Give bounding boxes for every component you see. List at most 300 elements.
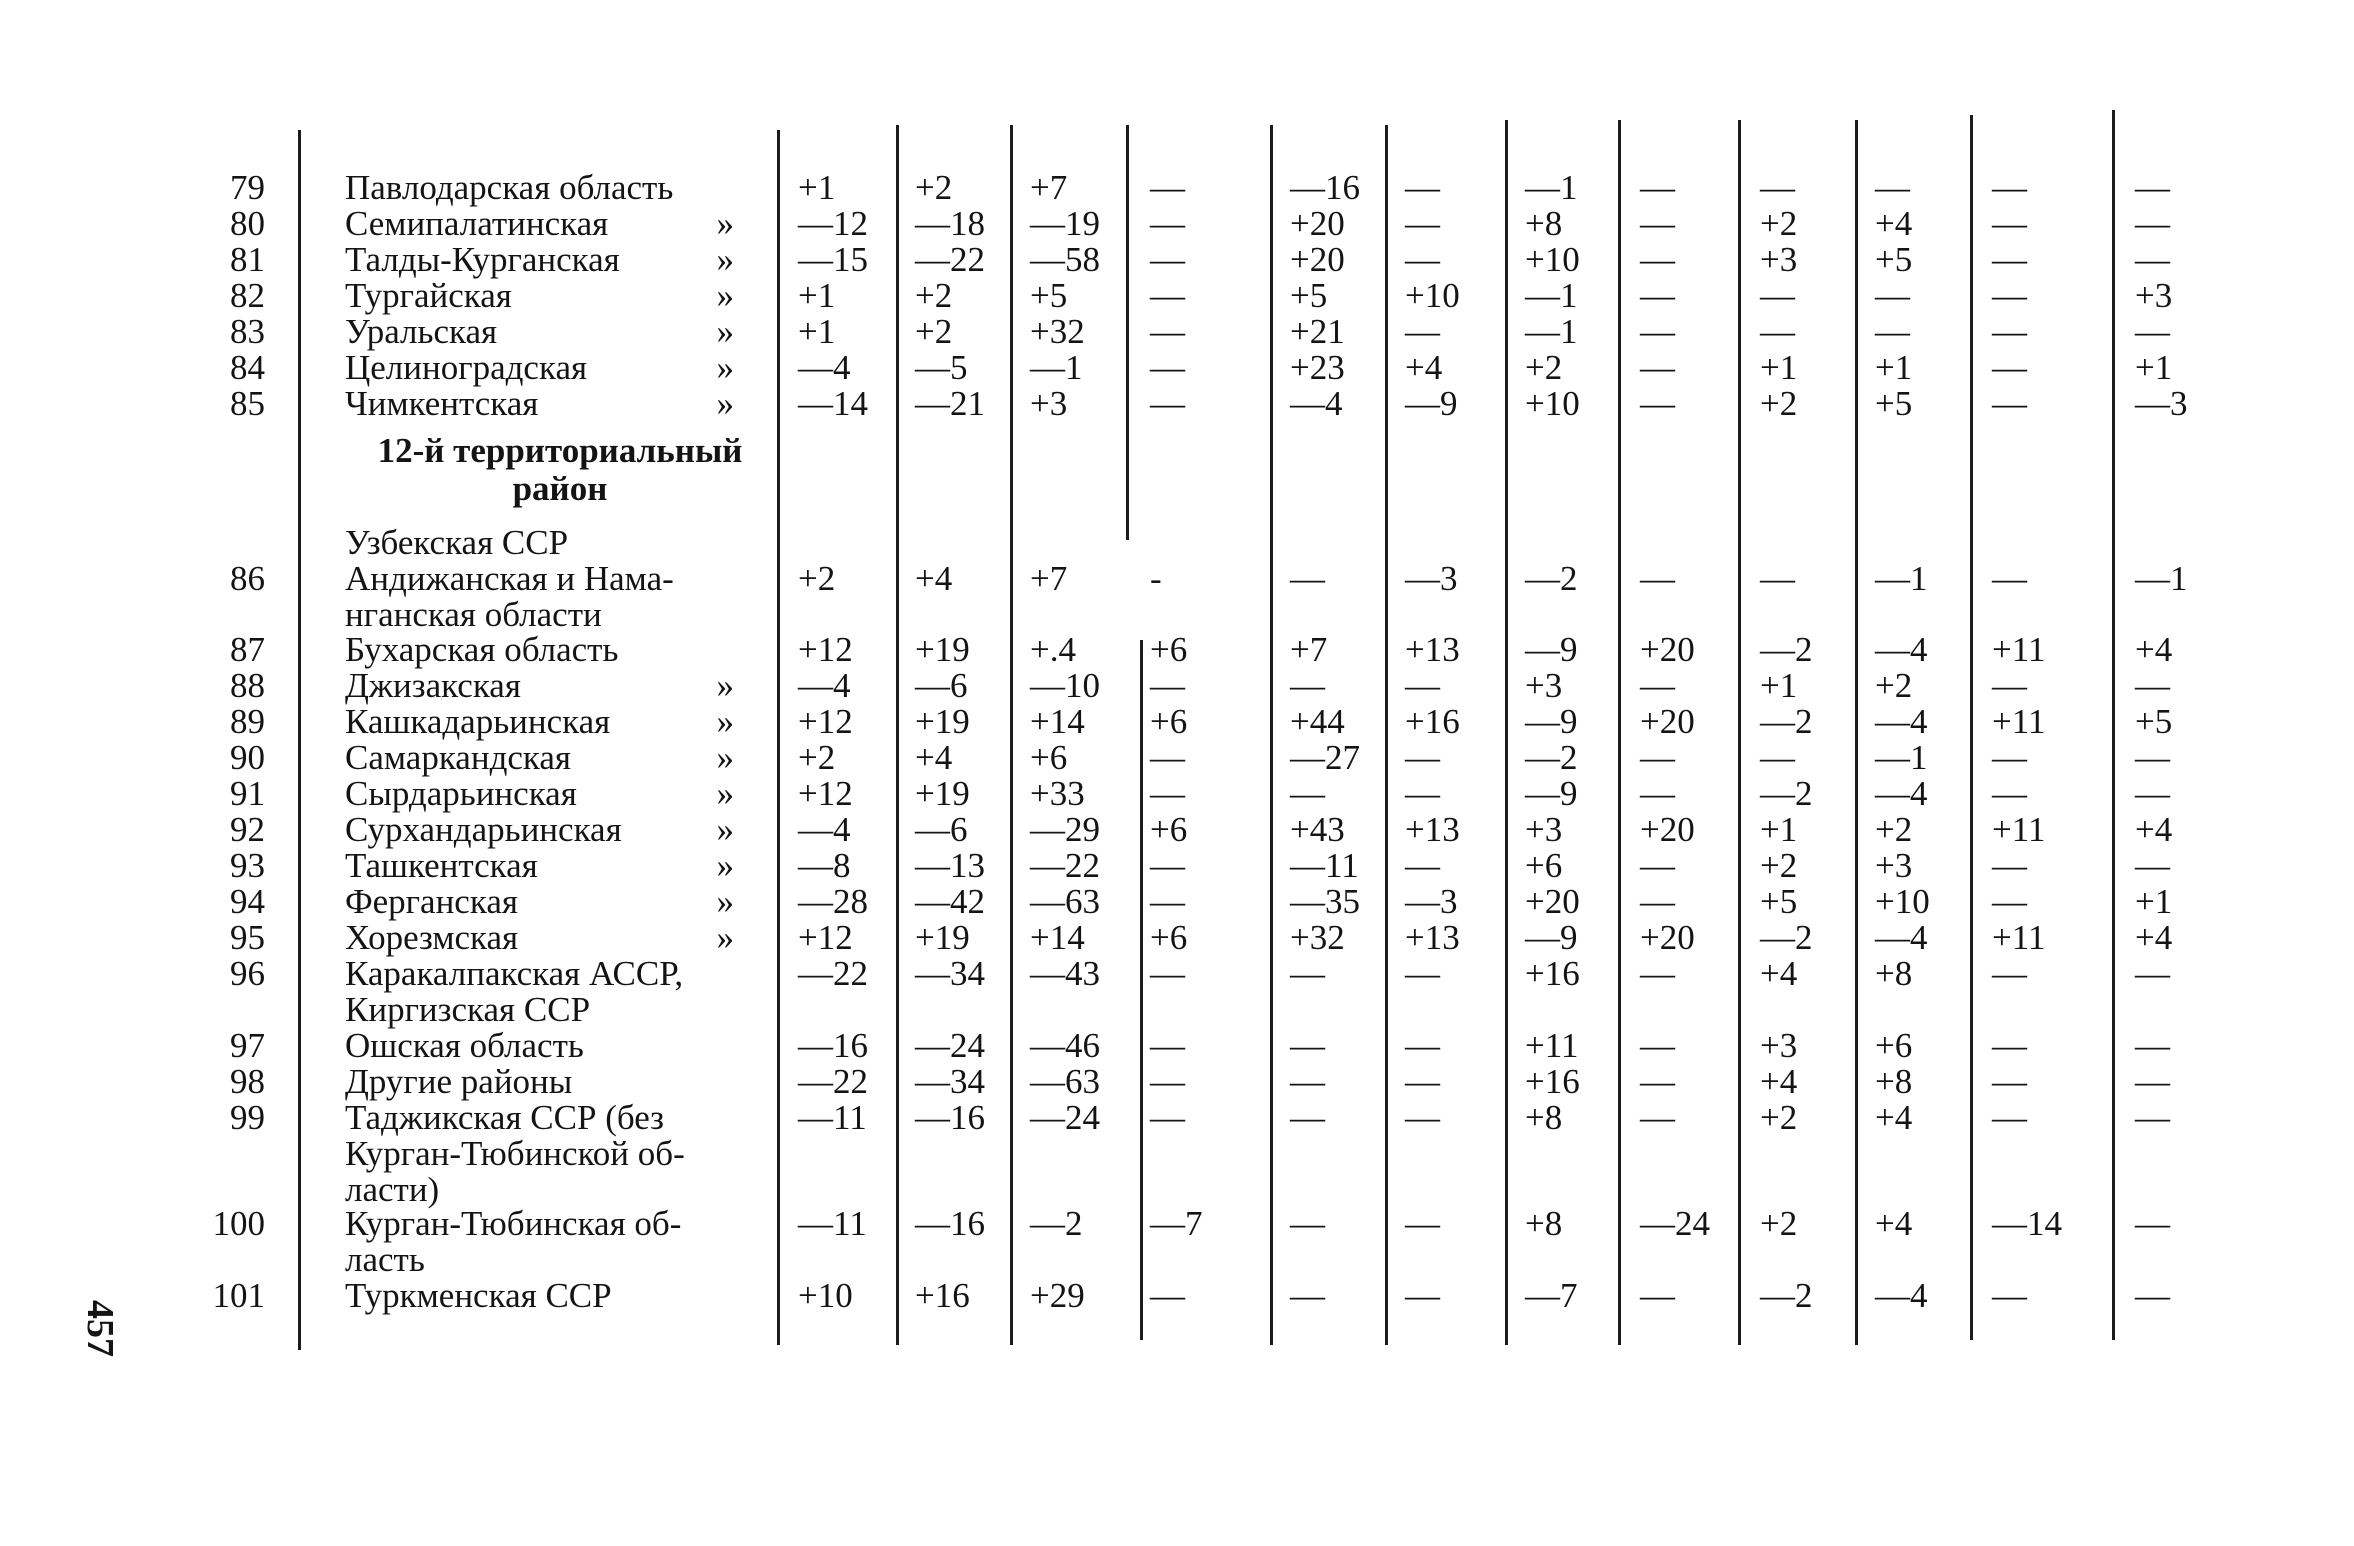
value-cell: +2	[798, 738, 836, 777]
region-name	[345, 206, 770, 242]
value-cell: +1	[2135, 348, 2173, 387]
value-cell: +2	[798, 559, 836, 598]
value-cell: —29	[1030, 810, 1100, 849]
ditto-mark: »	[716, 240, 734, 279]
value-cell: +3	[1525, 666, 1563, 705]
region-name: Бухарская область	[345, 630, 619, 669]
value-cell: —	[1150, 204, 1185, 243]
value-cell: —	[1405, 168, 1440, 207]
region-name-text: Ташкентская	[345, 846, 538, 885]
region-name	[345, 668, 770, 704]
value-cell: —	[1760, 559, 1795, 598]
value-cell: —	[1640, 666, 1675, 705]
region-name-text: Джизакская	[345, 666, 521, 705]
value-cell: —4	[1875, 918, 1928, 957]
value-cell: —	[1760, 276, 1795, 315]
value-cell: +11	[1525, 1026, 1579, 1065]
value-cell: —1	[1875, 738, 1928, 777]
ditto-mark: »	[716, 846, 734, 885]
value-cell: —7	[1525, 1276, 1578, 1315]
value-cell: +5	[1760, 882, 1798, 921]
value-cell: —	[1150, 846, 1185, 885]
row-number: 97	[230, 1026, 265, 1065]
value-cell: +20	[1640, 630, 1695, 669]
value-cell: —9	[1525, 702, 1578, 741]
value-cell: —	[1992, 1062, 2027, 1101]
value-cell: +1	[798, 168, 836, 207]
value-cell: +1	[2135, 882, 2173, 921]
value-cell: +32	[1030, 312, 1085, 351]
ditto-mark: »	[716, 666, 734, 705]
value-cell: +6	[1875, 1026, 1913, 1065]
value-cell: —5	[915, 348, 968, 387]
value-cell: —	[1290, 1276, 1325, 1315]
table-row	[0, 956, 2354, 992]
value-cell: —	[1992, 312, 2027, 351]
value-cell: +6	[1150, 918, 1188, 957]
value-cell: +10	[1525, 240, 1580, 279]
value-cell: —	[1405, 1026, 1440, 1065]
value-cell: —9	[1525, 774, 1578, 813]
value-cell: —	[1405, 1098, 1440, 1137]
row-number: 79	[230, 168, 265, 207]
region-name	[345, 812, 770, 848]
value-cell: —	[2135, 846, 2170, 885]
table-row	[0, 1172, 2354, 1208]
table-row	[0, 1136, 2354, 1172]
value-cell: —11	[798, 1098, 867, 1137]
value-cell: +4	[1760, 1062, 1798, 1101]
value-cell: —58	[1030, 240, 1100, 279]
value-cell: —	[1150, 738, 1185, 777]
value-cell: —	[1405, 1062, 1440, 1101]
ditto-mark: »	[716, 810, 734, 849]
table-row	[0, 170, 2354, 206]
value-cell: —	[1150, 168, 1185, 207]
value-cell: —	[1992, 276, 2027, 315]
region-name	[345, 920, 770, 956]
value-cell: —	[1640, 1026, 1675, 1065]
value-cell: +5	[1290, 276, 1328, 315]
value-cell: +6	[1525, 846, 1563, 885]
value-cell: —	[2135, 1204, 2170, 1243]
value-cell: +5	[2135, 702, 2173, 741]
region-name	[345, 386, 770, 422]
value-cell: +20	[1290, 240, 1345, 279]
value-cell: —	[1150, 240, 1185, 279]
value-cell: —	[1640, 1062, 1675, 1101]
value-cell: —	[1992, 774, 2027, 813]
value-cell: +3	[2135, 276, 2173, 315]
value-cell: —	[2135, 312, 2170, 351]
region-name-text: Сырдарьинская	[345, 774, 577, 813]
value-cell: —	[1640, 559, 1675, 598]
value-cell: —6	[915, 810, 968, 849]
value-cell: —	[2135, 204, 2170, 243]
value-cell: —2	[1760, 630, 1813, 669]
value-cell: —1	[2135, 559, 2188, 598]
region-name	[345, 848, 770, 884]
value-cell: —11	[1290, 846, 1359, 885]
region-name: Ошская область	[345, 1026, 584, 1065]
region-name-text: Сурхандарьинская	[345, 810, 622, 849]
value-cell: +10	[1405, 276, 1460, 315]
value-cell: +6	[1150, 630, 1188, 669]
value-cell: —63	[1030, 882, 1100, 921]
table-row	[0, 597, 2354, 633]
region-name	[345, 776, 770, 812]
value-cell: +2	[1525, 348, 1563, 387]
table-row	[0, 1278, 2354, 1314]
page-number: 457	[79, 1300, 121, 1357]
value-cell: —19	[1030, 204, 1100, 243]
value-cell: +1	[798, 276, 836, 315]
table-row	[0, 1206, 2354, 1242]
region-name: Павлодарская область	[345, 168, 674, 207]
value-cell: —	[1760, 312, 1795, 351]
value-cell: +23	[1290, 348, 1345, 387]
value-cell: +4	[1875, 204, 1913, 243]
table-row	[0, 992, 2354, 1028]
value-cell: +4	[1760, 954, 1798, 993]
value-cell: —16	[1290, 168, 1360, 207]
value-cell: —43	[1030, 954, 1100, 993]
region-name	[345, 884, 770, 920]
value-cell: —9	[1525, 630, 1578, 669]
value-cell: —2	[1760, 702, 1813, 741]
value-cell: —	[1640, 882, 1675, 921]
value-cell: +29	[1030, 1276, 1085, 1315]
table-row	[0, 525, 2354, 561]
value-cell: —15	[798, 240, 868, 279]
value-cell: —9	[1525, 918, 1578, 957]
value-cell: —21	[915, 384, 985, 423]
value-cell: +4	[1875, 1098, 1913, 1137]
value-cell: +43	[1290, 810, 1345, 849]
value-cell: —9	[1405, 384, 1458, 423]
section-heading: 12-й территориальный район	[377, 431, 743, 508]
value-cell: +3	[1525, 810, 1563, 849]
value-cell: —22	[915, 240, 985, 279]
value-cell: —4	[798, 810, 851, 849]
row-number: 99	[230, 1098, 265, 1137]
table-row	[0, 920, 2354, 956]
ditto-mark: »	[716, 882, 734, 921]
value-cell: —	[1290, 559, 1325, 598]
region-name-text: Кашкадарьинская	[345, 702, 611, 741]
region-name-text: Уральская	[345, 312, 498, 351]
value-cell: +19	[915, 702, 970, 741]
value-cell: —2	[1760, 918, 1813, 957]
value-cell: +1	[1760, 810, 1798, 849]
value-cell: —	[1405, 204, 1440, 243]
table-row	[0, 561, 2354, 597]
row-number: 83	[230, 312, 265, 351]
value-cell: —24	[1640, 1204, 1710, 1243]
ditto-mark: »	[716, 702, 734, 741]
row-number: 89	[230, 702, 265, 741]
table-row	[0, 632, 2354, 668]
value-cell: —	[1290, 774, 1325, 813]
value-cell: —13	[915, 846, 985, 885]
row-number: 96	[230, 954, 265, 993]
value-cell: +20	[1640, 918, 1695, 957]
row-number: 90	[230, 738, 265, 777]
value-cell: +3	[1760, 240, 1798, 279]
value-cell: +.4	[1030, 630, 1076, 669]
value-cell: —	[1290, 954, 1325, 993]
value-cell: +21	[1290, 312, 1345, 351]
value-cell: —2	[1760, 774, 1813, 813]
ditto-mark: »	[716, 276, 734, 315]
value-cell: —	[2135, 168, 2170, 207]
value-cell: —	[1150, 1098, 1185, 1137]
row-number: 93	[230, 846, 265, 885]
value-cell: —22	[798, 954, 868, 993]
value-cell: +11	[1992, 810, 2046, 849]
value-cell: +16	[1525, 1062, 1580, 1101]
value-cell: —	[1992, 384, 2027, 423]
value-cell: —34	[915, 954, 985, 993]
value-cell: —	[1405, 774, 1440, 813]
row-number: 84	[230, 348, 265, 387]
value-cell: —	[1290, 1062, 1325, 1101]
region-name: ласти)	[345, 1170, 440, 1209]
value-cell: —3	[1405, 559, 1458, 598]
value-cell: —34	[915, 1062, 985, 1101]
value-cell: —	[1290, 1026, 1325, 1065]
table-row	[0, 278, 2354, 314]
table-row	[0, 314, 2354, 350]
value-cell: +2	[1875, 666, 1913, 705]
region-name	[345, 704, 770, 740]
value-cell: —3	[2135, 384, 2188, 423]
value-cell: —18	[915, 204, 985, 243]
value-cell: —3	[1405, 882, 1458, 921]
value-cell: —4	[1875, 630, 1928, 669]
region-name	[345, 740, 770, 776]
table-row	[0, 704, 2354, 740]
value-cell: —	[1992, 168, 2027, 207]
row-number: 95	[230, 918, 265, 957]
row-number: 85	[230, 384, 265, 423]
value-cell: +20	[1290, 204, 1345, 243]
value-cell: +11	[1992, 630, 2046, 669]
value-cell: —1	[1030, 348, 1083, 387]
value-cell: +2	[915, 168, 953, 207]
value-cell: —	[1150, 882, 1185, 921]
value-cell: +4	[1875, 1204, 1913, 1243]
region-name: Таджикская ССР (без	[345, 1098, 664, 1137]
value-cell: +10	[1875, 882, 1930, 921]
value-cell: +3	[1030, 384, 1068, 423]
value-cell: —	[1290, 1204, 1325, 1243]
value-cell: +12	[798, 702, 853, 741]
value-cell: —22	[1030, 846, 1100, 885]
value-cell: —	[1992, 846, 2027, 885]
value-cell: —14	[1992, 1204, 2062, 1243]
value-cell: —	[1992, 559, 2027, 598]
region-name-text: Ферганская	[345, 882, 518, 921]
value-cell: +1	[1760, 348, 1798, 387]
row-number: 80	[230, 204, 265, 243]
value-cell: +8	[1525, 204, 1563, 243]
table-row	[0, 740, 2354, 776]
value-cell: —1	[1525, 312, 1578, 351]
value-cell: —28	[798, 882, 868, 921]
value-cell: —4	[1875, 774, 1928, 813]
value-cell: —	[1875, 276, 1910, 315]
value-cell: —	[1150, 276, 1185, 315]
value-cell: +16	[1525, 954, 1580, 993]
value-cell: —	[1640, 312, 1675, 351]
value-cell: —	[1405, 846, 1440, 885]
ditto-mark: »	[716, 738, 734, 777]
value-cell: —	[1150, 312, 1185, 351]
table-row	[0, 848, 2354, 884]
value-cell: —24	[915, 1026, 985, 1065]
value-cell: +5	[1875, 240, 1913, 279]
value-cell: —	[2135, 240, 2170, 279]
value-cell: +33	[1030, 774, 1085, 813]
value-cell: —	[1405, 738, 1440, 777]
ditto-mark: »	[716, 204, 734, 243]
value-cell: +19	[915, 774, 970, 813]
value-cell: +4	[2135, 630, 2173, 669]
value-cell: —11	[798, 1204, 867, 1243]
value-cell: +16	[915, 1276, 970, 1315]
region-name: Курган-Тюбинской об-	[345, 1134, 685, 1173]
row-number: 98	[230, 1062, 265, 1101]
value-cell: —14	[798, 384, 868, 423]
value-cell: +10	[798, 1276, 853, 1315]
region-name-text: Чимкентская	[345, 384, 539, 423]
value-cell: —4	[1290, 384, 1343, 423]
value-cell: +13	[1405, 630, 1460, 669]
value-cell: +8	[1875, 1062, 1913, 1101]
value-cell: —1	[1525, 168, 1578, 207]
value-cell: —35	[1290, 882, 1360, 921]
row-number: 82	[230, 276, 265, 315]
value-cell: +8	[1875, 954, 1913, 993]
table-row	[0, 206, 2354, 242]
region-name	[345, 350, 770, 386]
value-cell: —	[2135, 666, 2170, 705]
value-cell: —	[1640, 348, 1675, 387]
value-cell: —	[1640, 738, 1675, 777]
value-cell: +5	[1030, 276, 1068, 315]
table-row	[0, 812, 2354, 848]
value-cell: —	[1405, 1204, 1440, 1243]
value-cell: +7	[1030, 168, 1068, 207]
value-cell: +11	[1992, 702, 2046, 741]
value-cell: —	[1640, 240, 1675, 279]
value-cell: —	[1150, 384, 1185, 423]
value-cell: +8	[1525, 1098, 1563, 1137]
value-cell: —	[1992, 204, 2027, 243]
value-cell: +20	[1640, 810, 1695, 849]
value-cell: —	[1992, 1276, 2027, 1315]
value-cell: —24	[1030, 1098, 1100, 1137]
value-cell: —	[1150, 348, 1185, 387]
value-cell: +2	[1760, 846, 1798, 885]
value-cell: —	[1992, 738, 2027, 777]
value-cell: —	[1640, 168, 1675, 207]
value-cell: —2	[1525, 559, 1578, 598]
value-cell: +1	[1760, 666, 1798, 705]
value-cell: —	[1640, 1276, 1675, 1315]
row-number: 86	[230, 559, 265, 598]
row-number: 81	[230, 240, 265, 279]
value-cell: —10	[1030, 666, 1100, 705]
value-cell: —	[1640, 1098, 1675, 1137]
value-cell: +2	[1760, 204, 1798, 243]
region-name: Узбекская ССР	[345, 523, 569, 562]
value-cell: —	[1640, 384, 1675, 423]
value-cell: -	[1150, 559, 1162, 598]
value-cell: —	[1875, 168, 1910, 207]
region-name: нганская области	[345, 595, 602, 634]
value-cell: +10	[1525, 384, 1580, 423]
value-cell: +2	[915, 312, 953, 351]
value-cell: +3	[1875, 846, 1913, 885]
value-cell: +20	[1640, 702, 1695, 741]
value-cell: +19	[915, 630, 970, 669]
region-name-text: Талды-Курганская	[345, 240, 620, 279]
value-cell: +7	[1290, 630, 1328, 669]
table-row	[0, 1028, 2354, 1064]
value-cell: —	[1150, 666, 1185, 705]
value-cell: —12	[798, 204, 868, 243]
value-cell: —	[1150, 1276, 1185, 1315]
value-cell: —2	[1030, 1204, 1083, 1243]
value-cell: —	[1640, 774, 1675, 813]
value-cell: —16	[915, 1098, 985, 1137]
value-cell: +4	[2135, 810, 2173, 849]
value-cell: +14	[1030, 702, 1085, 741]
region-name-text: Самаркандская	[345, 738, 572, 777]
value-cell: —	[1640, 204, 1675, 243]
value-cell: —	[2135, 1276, 2170, 1315]
value-cell: —2	[1525, 738, 1578, 777]
table-row	[0, 1064, 2354, 1100]
value-cell: —1	[1525, 276, 1578, 315]
value-cell: —2	[1760, 1276, 1813, 1315]
row-number: 87	[230, 630, 265, 669]
value-cell: +7	[1030, 559, 1068, 598]
value-cell: +2	[1760, 1204, 1798, 1243]
ditto-mark: »	[716, 918, 734, 957]
value-cell: —	[1640, 846, 1675, 885]
value-cell: —	[1992, 882, 2027, 921]
value-cell: —	[1875, 312, 1910, 351]
row-number: 88	[230, 666, 265, 705]
row-number: 94	[230, 882, 265, 921]
value-cell: —4	[1875, 1276, 1928, 1315]
region-name: Туркменская ССР	[345, 1276, 612, 1315]
region-name	[345, 242, 770, 278]
row-number: 92	[230, 810, 265, 849]
value-cell: —	[2135, 954, 2170, 993]
value-cell: —46	[1030, 1026, 1100, 1065]
region-name-text: Хорезмская	[345, 918, 519, 957]
value-cell: —	[2135, 1098, 2170, 1137]
value-cell: —	[1405, 1276, 1440, 1315]
value-cell: +4	[2135, 918, 2173, 957]
value-cell: +13	[1405, 810, 1460, 849]
table-row	[0, 776, 2354, 812]
value-cell: —6	[915, 666, 968, 705]
